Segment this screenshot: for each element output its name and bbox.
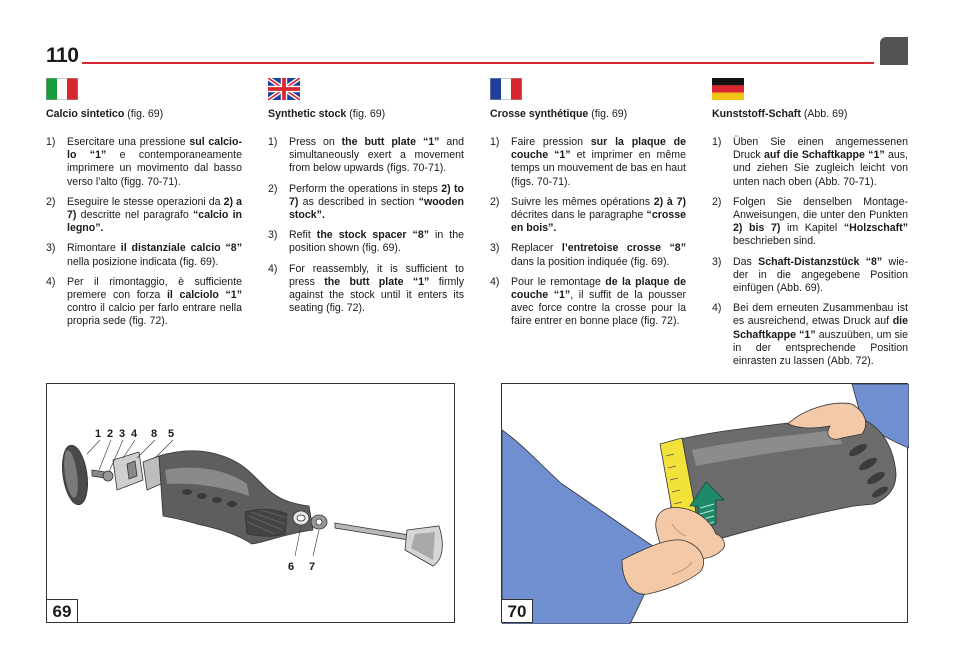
remove-butt-plate-illustration [502, 384, 909, 624]
column-french [490, 78, 686, 336]
steps-list [46, 136, 242, 329]
step-item [712, 196, 908, 249]
step-number: 1) [46, 136, 56, 148]
step-item [46, 196, 242, 236]
step-text: Rimontare il distanziale calcio “8” nella posizione indicata (fig. 69). [67, 242, 242, 268]
step-number: 4) [712, 302, 722, 315]
step-number: 1) [268, 136, 278, 148]
step-item [46, 276, 242, 329]
step-number: 2) [712, 195, 722, 208]
step-text: Faire pression sur la plaque de couche “1” et imprimer en même temps un mouvement de bas en haut (figs. 70-71). [511, 136, 686, 188]
step-item [268, 263, 464, 316]
step-text: Press on the butt plate “1” and simultaneously exert a movement from below upwards (figs. 70-71). [289, 136, 465, 175]
steps-list [490, 136, 686, 329]
step-text: Per il rimontaggio, è sufficiente premere con forza il calciolo “1” contro il calcio per farlo entrare nella propria sede (fig. 72). [67, 275, 242, 328]
section-title: Crosse synthétique (fig. 69) [490, 108, 628, 120]
step-item [490, 242, 686, 268]
step-item [46, 242, 242, 268]
step-text: Esercitare una pressione sul calciolo “1” e contemporaneamente imprimere un movimento dal basso verso l’alto (figg. 70-71). [67, 136, 242, 188]
column-german [712, 78, 908, 375]
callout-8: 8 [151, 428, 158, 440]
callout-3: 3 [119, 428, 126, 440]
step-item [46, 136, 242, 189]
section-title: Kunststoff-Schaft (Abb. 69) [712, 108, 848, 120]
header-rule [82, 62, 874, 64]
germany-flag-icon [712, 78, 744, 100]
step-item [712, 256, 908, 296]
step-number: 1) [490, 136, 500, 148]
section-title: Synthetic stock (fig. 69) [268, 108, 386, 120]
step-number: 3) [490, 242, 500, 255]
step-text: Suivre les mêmes opérations 2) à 7) décrites dans le paragraphe “crosse en bois”. [511, 195, 686, 235]
callout-5: 5 [168, 428, 175, 440]
exploded-stock-illustration [47, 384, 456, 624]
step-item [268, 229, 464, 255]
step-number: 3) [268, 229, 278, 242]
step-text: Folgen Sie denselben Montage-Anweisungen, die unter den Punkten 2) bis 7) im Kapitel “Holzschaft” beschrieben sind. [733, 195, 908, 248]
step-text: Üben Sie einen angemessenen Druck auf die Schaftkappe “1” aus, und ziehen Sie zugleich leicht von unten nach oben (Abb. 70-71). [733, 136, 909, 188]
callout-1: 1 [95, 428, 102, 440]
callout-6: 6 [288, 561, 295, 573]
step-text: Pour le remontage de la plaque de couche “1”, il suffit de la pousser avec force contre la crosse pour la faire entrer en bonne place (fig. 72). [511, 275, 686, 328]
step-number: 1) [712, 136, 722, 148]
step-item [268, 183, 464, 223]
step-text: Das Schaft-Distanzstück “8” wieder in die angegebene Position einfügen (Abb. 69). [733, 255, 908, 295]
step-text: Eseguire le stesse operazioni da 2) a 7) descritte nel paragrafo “calcio in legno”. [67, 195, 243, 235]
figure-label: 69 [46, 599, 78, 623]
step-text: For reassembly, it is sufficient to press the butt plate “1” firmly against the stock until it enters its seating (fig. 72). [289, 262, 464, 315]
step-text: Perform the operations in steps 2) to 7) as described in section “wooden stock”. [289, 182, 464, 222]
step-item [712, 302, 908, 368]
step-text: Refit the stock spacer “8” in the position shown (fig. 69). [289, 229, 465, 255]
steps-list [268, 136, 464, 315]
step-number: 3) [46, 242, 56, 255]
callout-2: 2 [107, 428, 114, 440]
step-item [490, 136, 686, 189]
uk-flag-icon [268, 78, 300, 100]
step-number: 2) [490, 195, 500, 208]
callout-7: 7 [309, 561, 316, 573]
figure-label: 70 [501, 599, 533, 623]
france-flag-icon [490, 78, 522, 100]
step-number: 3) [712, 255, 722, 268]
step-text: Bei dem erneuten Zusammenbau ist es ausreichend, etwas Druck auf die Schaftkappe “1” auszuüben, um sie in der entsprechende Position einrasten zu lassen (Abb. 72). [733, 302, 908, 368]
column-english [268, 78, 464, 322]
step-text: Replacer l’entretoise crosse “8” dans la position indiquée (fig. 69). [511, 242, 686, 268]
corner-tab [880, 37, 908, 65]
step-item [490, 196, 686, 236]
steps-list [712, 136, 908, 368]
page-number: 110 [46, 44, 79, 67]
italy-flag-icon [46, 78, 78, 100]
callout-4: 4 [131, 428, 138, 440]
column-italian [46, 78, 242, 336]
step-item [490, 276, 686, 329]
step-number: 2) [268, 182, 278, 195]
step-number: 2) [46, 195, 56, 208]
section-title: Calcio sintetico (fig. 69) [46, 108, 164, 120]
figure-70-remove-butt-plate [501, 383, 908, 623]
step-item [712, 136, 908, 189]
step-number: 4) [490, 275, 500, 288]
step-item [268, 136, 464, 176]
figure-69-exploded-stock [46, 383, 455, 623]
step-number: 4) [268, 262, 278, 275]
step-number: 4) [46, 275, 56, 288]
